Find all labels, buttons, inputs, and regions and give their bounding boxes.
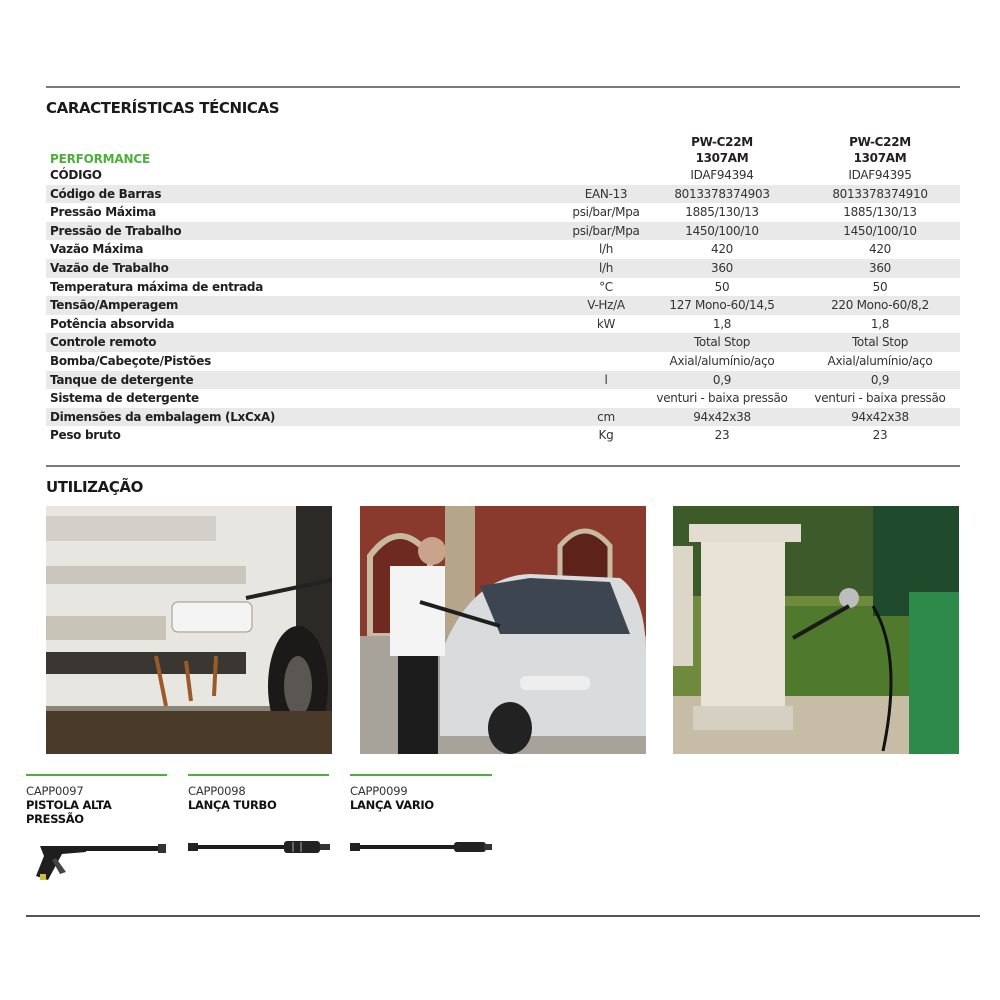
spec-value-model-1: 360 [710, 260, 733, 275]
accessory-1-code: CAPP0097 [26, 784, 84, 798]
spec-label: CÓDIGO [50, 168, 102, 182]
spec-unit: kW [596, 316, 616, 331]
spec-value-model-2: IDAF94395 [848, 168, 912, 182]
spec-value-model-2: 1,8 [870, 316, 890, 331]
spec-label: Dimensões da embalagem (LxCxA) [50, 409, 276, 424]
spec-value-model-1: Total Stop [693, 335, 751, 350]
spec-value-model-2: 50 [872, 279, 888, 294]
spec-label: Vazão de Trabalho [50, 260, 169, 275]
top-rule [46, 86, 960, 88]
vario-lance-icon [350, 838, 492, 856]
spec-unit [556, 166, 656, 185]
spec-unit: °C [599, 279, 613, 294]
spec-value-model-1: venturi - baixa pressão [656, 391, 788, 406]
spec-value-model-1: 420 [710, 242, 733, 257]
accessory-2-name: LANÇA TURBO [188, 798, 277, 812]
spec-row [46, 333, 960, 352]
spec-value-model-2: 0,9 [870, 372, 890, 387]
accessory-3 [350, 774, 492, 812]
spec-value-model-1: Axial/alumínio/aço [669, 353, 775, 368]
spec-unit: l [604, 372, 608, 387]
photo-pillar-washing [673, 506, 959, 754]
bottom-rule [26, 915, 980, 917]
spec-row [46, 278, 960, 297]
spec-value-model-1: 94x42x38 [693, 409, 751, 424]
spec-value-model-1: 8013378374903 [674, 186, 770, 201]
spray-gun-icon [26, 836, 168, 886]
spec-value-model-2: 1885/130/13 [843, 205, 917, 220]
accessory-3-name: LANÇA VARIO [350, 798, 434, 812]
spec-label: Pressão de Trabalho [50, 223, 182, 238]
spec-unit: psi/bar/Mpa [572, 205, 640, 220]
spec-value-model-2: venturi - baixa pressão [814, 391, 946, 406]
spec-row [46, 240, 960, 259]
spec-label: Tanque de detergente [50, 372, 194, 387]
spec-unit [556, 389, 656, 408]
performance-label: PERFORMANCE [50, 152, 150, 166]
spec-unit: Kg [598, 428, 614, 443]
spec-value-model-2: 1450/100/10 [843, 223, 917, 238]
spec-unit: EAN-13 [584, 186, 628, 201]
spec-value-model-1: 1450/100/10 [685, 223, 759, 238]
accessory-1-bar [26, 774, 167, 776]
photo-truck-washing [46, 506, 332, 754]
model-header-1: PW-C22M 1307AM [691, 135, 753, 165]
spec-row [46, 203, 960, 222]
spec-header-row [46, 130, 960, 166]
spec-unit [556, 333, 656, 352]
spec-row [46, 166, 960, 185]
spec-row [46, 259, 960, 278]
model-header-2: PW-C22M 1307AM [849, 135, 911, 165]
specs-title: CARACTERÍSTICAS TÉCNICAS [46, 99, 280, 117]
spec-value-model-2: 8013378374910 [832, 186, 928, 201]
spec-unit: cm [597, 409, 615, 424]
spec-unit: V-Hz/A [587, 298, 625, 313]
accessory-2 [188, 774, 329, 812]
spec-row [46, 185, 960, 204]
middle-rule [46, 465, 960, 467]
spec-row [46, 352, 960, 371]
spec-label: Peso bruto [50, 428, 121, 443]
spec-value-model-1: 1,8 [712, 316, 732, 331]
spec-unit: l/h [598, 242, 614, 257]
spec-value-model-1: 50 [714, 279, 730, 294]
spec-value-model-2: 23 [872, 428, 888, 443]
turbo-lance-icon [188, 838, 330, 856]
spec-label: Vazão Máxima [50, 242, 144, 257]
spec-value-model-2: 420 [868, 242, 891, 257]
spec-row [46, 222, 960, 241]
spec-rows [46, 166, 960, 445]
spec-row [46, 408, 960, 427]
accessory-2-bar [188, 774, 329, 776]
spec-value-model-1: 1885/130/13 [685, 205, 759, 220]
accessory-1-name: PISTOLA ALTA PRESSÃO [26, 798, 112, 826]
spec-row [46, 371, 960, 390]
spec-label: Tensão/Amperagem [50, 298, 179, 313]
spec-label: Bomba/Cabeçote/Pistões [50, 353, 211, 368]
spec-row [46, 315, 960, 334]
spec-value-model-1: 0,9 [712, 372, 732, 387]
spec-value-model-2: 94x42x38 [851, 409, 909, 424]
spec-value-model-2: Axial/alumínio/aço [827, 353, 933, 368]
accessory-3-code: CAPP0099 [350, 784, 408, 798]
spec-value-model-1: 127 Mono-60/14,5 [669, 298, 775, 313]
spec-label: Temperatura máxima de entrada [50, 279, 264, 294]
spec-value-model-1: IDAF94394 [690, 168, 754, 182]
spec-value-model-2: Total Stop [851, 335, 909, 350]
spec-label: Sistema de detergente [50, 391, 199, 406]
spec-label: Código de Barras [50, 186, 162, 201]
spec-label: Controle remoto [50, 335, 157, 350]
spec-unit: psi/bar/Mpa [572, 223, 640, 238]
spec-row [46, 389, 960, 408]
accessory-2-code: CAPP0098 [188, 784, 246, 798]
accessory-1 [26, 774, 167, 826]
spec-value-model-2: 220 Mono-60/8,2 [831, 298, 929, 313]
accessory-3-bar [350, 774, 492, 776]
spec-row [46, 296, 960, 315]
spec-unit: l/h [598, 260, 614, 275]
spec-row [46, 426, 960, 445]
spec-table [46, 130, 960, 445]
spec-label: Potência absorvida [50, 316, 175, 331]
spec-unit [556, 352, 656, 371]
photo-car-washing [360, 506, 646, 754]
spec-value-model-1: 23 [714, 428, 730, 443]
spec-value-model-2: 360 [868, 260, 891, 275]
spec-label: Pressão Máxima [50, 205, 156, 220]
usage-title: UTILIZAÇÃO [46, 478, 143, 496]
